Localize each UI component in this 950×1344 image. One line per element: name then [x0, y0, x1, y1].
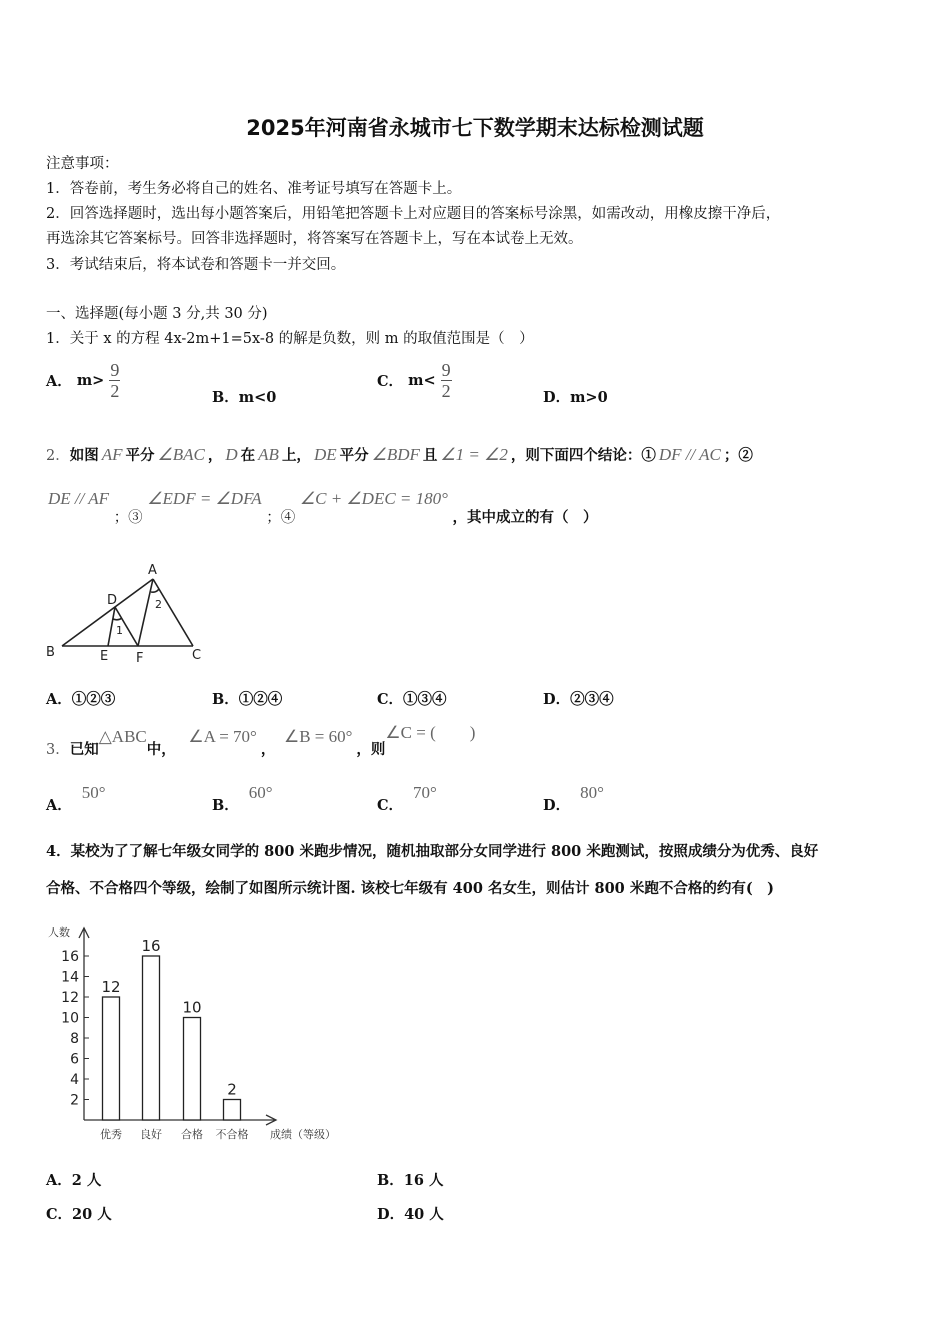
y-tick-label: 8 — [70, 1031, 79, 1047]
q3-option-b[interactable] — [212, 782, 273, 814]
separator: ；④ — [266, 510, 296, 526]
question-2-line-1 — [46, 444, 753, 465]
q4-option-a[interactable] — [46, 1169, 101, 1190]
math-expression: AB — [258, 445, 279, 464]
numerator: 9 — [110, 360, 120, 380]
text: ，则 — [356, 741, 386, 758]
y-tick-label: 12 — [61, 990, 79, 1006]
note-item-2: 2．回答选择题时，选出每小题答案后，用铅笔把答题卡上对应题目的答案标号涂黑，如需改动，用橡皮擦干净后， — [46, 206, 781, 222]
option-label: D． — [543, 797, 571, 814]
math-expression: D — [225, 445, 238, 464]
bar — [224, 1100, 241, 1121]
option-label: C． — [377, 797, 404, 814]
bar-chart — [40, 920, 350, 1150]
option-text: ②③④ — [570, 691, 614, 708]
question-2-stem — [69, 445, 753, 464]
bar-value-label: 16 — [141, 937, 161, 955]
option-label: C． — [46, 1206, 73, 1223]
bar — [184, 1018, 201, 1121]
option-label: A． — [46, 373, 72, 390]
label-a: A — [148, 563, 157, 578]
math-expression: ∠BAC — [157, 445, 205, 464]
y-tick-label: 2 — [70, 1092, 79, 1109]
denominator: 2 — [110, 381, 120, 401]
stem-text: 平分 — [339, 447, 369, 464]
option-text: 2 人 — [71, 1172, 102, 1189]
question-1-text: 1．关于 x 的方程 4x-2m+1=5x-8 的解是负数，则 m 的取值范围是（ ） — [46, 331, 534, 347]
option-text: 40 人 — [404, 1206, 444, 1223]
option-label: D． — [543, 691, 571, 708]
label-angle-2: 2 — [155, 598, 162, 611]
q2-option-b[interactable] — [212, 688, 282, 709]
y-tick-label: 4 — [70, 1072, 79, 1088]
stem-text: 且 — [422, 447, 438, 464]
q2-option-c[interactable] — [377, 688, 447, 709]
bar — [143, 956, 160, 1120]
option-label: B． — [212, 691, 239, 708]
category-label: 优秀 — [100, 1128, 122, 1141]
separator: ；③ — [113, 510, 143, 526]
y-axis-label: 人数 — [48, 926, 70, 939]
label-b: B — [46, 645, 55, 660]
stem-text: ；② — [723, 447, 753, 464]
option-text: 50° — [81, 783, 106, 802]
stem-text: 在 — [240, 447, 256, 464]
fraction — [441, 360, 452, 401]
q2-option-a[interactable] — [46, 688, 115, 709]
option-text: ①②④ — [238, 691, 283, 708]
question-number: 2． — [46, 448, 70, 464]
option-text: 20 人 — [72, 1206, 112, 1223]
denominator: 2 — [441, 381, 451, 401]
option-label: D． — [543, 389, 571, 406]
y-tick-label: 6 — [70, 1051, 79, 1068]
math-expression: ∠1 = ∠2 — [440, 445, 508, 464]
option-label: A． — [46, 691, 72, 708]
option-prefix: m> — [76, 372, 105, 389]
option-label: B． — [377, 1172, 404, 1189]
bar-value-label: 10 — [182, 998, 202, 1017]
q1-option-b[interactable] — [212, 386, 276, 407]
bar-value-label: 2 — [227, 1080, 237, 1099]
option-text: m<0 — [238, 389, 277, 406]
q3-option-c[interactable] — [377, 782, 437, 814]
conclusion-4: ∠C + ∠DEC = 180° — [299, 489, 448, 508]
math-expression: DE — [313, 445, 337, 464]
stem-text: 平分 — [125, 447, 155, 464]
option-prefix: m< — [408, 372, 436, 389]
question-2-tail: ，其中成立的有（ ） — [452, 509, 598, 526]
category-label: 不合格 — [215, 1128, 249, 1141]
math-expression: AF — [101, 445, 123, 464]
label-c: C — [192, 648, 202, 663]
y-tick-label: 10 — [61, 1010, 79, 1027]
note-item-1: 1．答卷前，考生务必将自己的姓名、准考证号填写在答题卡上。 — [46, 181, 462, 197]
conclusion-3: ∠EDF = ∠DFA — [147, 489, 262, 508]
page-title: 2025年河南省永城市七下数学期末达标检测试题 — [246, 116, 704, 140]
y-tick-label: 16 — [61, 949, 79, 965]
bar — [103, 997, 120, 1120]
q3-option-a[interactable] — [46, 782, 106, 814]
option-label: C． — [377, 373, 404, 390]
q1-option-c[interactable] — [377, 360, 452, 401]
question-4-line-1: 4．某校为了了解七年级女同学的 800 米跑步情况，随机抽取部分女同学进行 800 米跑测试，按照成绩分为优秀、良好 — [46, 843, 819, 860]
note-item-3: 3．考试结束后，将本试卷和答题卡一并交回。 — [46, 257, 346, 273]
bar-value-label: 12 — [101, 978, 121, 996]
y-tick-label: 14 — [61, 969, 79, 986]
option-text: 60° — [248, 783, 273, 802]
section-heading: 一、选择题(每小题 3 分,共 30 分) — [46, 306, 268, 322]
text: 中， — [146, 741, 176, 758]
text: 已知 — [69, 741, 99, 758]
conclusion-2: DE // AF — [48, 489, 110, 508]
x-axis-label: 成绩（等级） — [270, 1128, 336, 1141]
stem-text: 如图 — [69, 447, 99, 464]
category-label: 良好 — [140, 1128, 162, 1141]
option-text: 16 人 — [403, 1172, 444, 1189]
q4-option-c[interactable] — [46, 1203, 112, 1224]
label-d: D — [107, 593, 118, 608]
question-4-line-2: 合格、不合格四个等级，绘制了如图所示统计图. 该校七年级有 400 名女生，则估计 800 米跑不合格的约有( ) — [46, 880, 775, 897]
option-label: B． — [212, 389, 239, 406]
q1-option-a[interactable] — [46, 360, 120, 401]
question-number: 3． — [46, 742, 70, 758]
q2-option-d[interactable] — [543, 688, 614, 709]
question-2-line-2 — [48, 489, 598, 526]
q1-option-d[interactable] — [543, 386, 608, 407]
option-label: A． — [46, 1172, 72, 1189]
fraction — [109, 360, 120, 401]
q4-option-b[interactable] — [377, 1169, 444, 1190]
label-angle-1: 1 — [116, 624, 123, 637]
option-text: 70° — [413, 783, 437, 802]
option-label: D． — [377, 1206, 405, 1223]
option-label: C． — [377, 691, 404, 708]
option-label: A． — [46, 797, 72, 814]
numerator: 9 — [441, 360, 451, 380]
text: ， — [260, 741, 276, 758]
option-label: B． — [212, 797, 239, 814]
option-text: ①③④ — [403, 691, 447, 708]
triangle-abc: △ABC — [98, 727, 147, 746]
notes-heading: 注意事项： — [46, 156, 119, 172]
question-3-text — [46, 722, 476, 758]
q3-option-d[interactable] — [543, 782, 604, 814]
label-e: E — [100, 649, 109, 664]
option-text: m>0 — [570, 389, 608, 406]
angle-c: ∠C = ( ) — [385, 723, 476, 742]
option-text: 80° — [580, 783, 604, 802]
stem-text: 上， — [281, 447, 311, 464]
q4-option-d[interactable] — [377, 1203, 444, 1224]
angle-a: ∠A = 70° — [188, 727, 257, 746]
label-f: F — [136, 651, 144, 666]
option-text: ①②③ — [71, 691, 116, 708]
angle-b: ∠B = 60° — [283, 727, 353, 746]
math-expression: ∠BDF — [371, 445, 420, 464]
category-label: 合格 — [181, 1128, 203, 1141]
geometry-figure — [40, 558, 230, 668]
math-expression: DF // AC — [658, 445, 721, 464]
note-item-2-cont: 再选涂其它答案标号。回答非选择题时，将答案写在答题卡上，写在本试卷上无效。 — [46, 231, 583, 247]
stem-text: ，则下面四个结论：① — [510, 447, 656, 464]
stem-text: ， — [207, 447, 223, 464]
